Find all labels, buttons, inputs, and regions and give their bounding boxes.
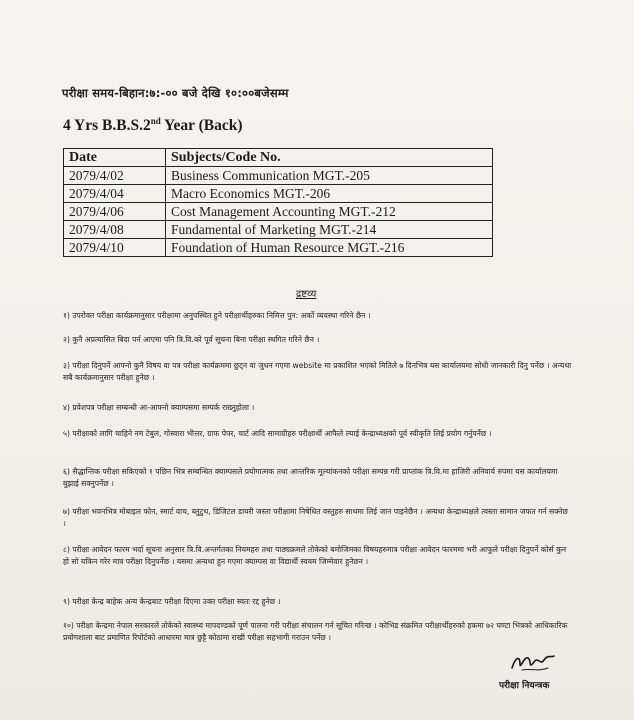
program-title-sup: nd xyxy=(150,116,161,126)
table-header-row xyxy=(64,149,493,167)
table-row xyxy=(64,203,493,221)
signatory-title: परीक्षा नियन्त्रक xyxy=(499,681,550,691)
row-subject: Macro Economics MGT.-206 xyxy=(166,185,493,203)
table-row xyxy=(64,167,493,185)
column-header-subject: Subjects/Code No. xyxy=(166,149,493,167)
notice-item: ८) परीक्षा आवेदन फारम भर्दा सूचना अनुसार त्रि.वि.अन्तर्गतका नियमहरु तथा पाठ्यक्रमले तोकेको बमोजिमका विषयहरुमात्र परीक्षा आवेदन फारममा भरी आफूले परीक्षा दिनुपर्ने कोर्स कुन हो सो यकिन गरेर मात्र परीक्षा दिनुपर्नेछ । यसमा अन्यथा हुन गएमा क्याम्पस वा विद्यार्थी स्वयम जिम्मेवार हुनेछन । xyxy=(63,545,567,566)
notice-item: २) कुनै अप्रत्यासित बिदा पर्न आएमा पनि त्रि.वि.को पूर्व सूचना बिना परीक्षा स्थगित गरिने छैन । xyxy=(63,335,320,344)
table-row xyxy=(64,239,493,257)
row-date: 2079/4/08 xyxy=(64,221,166,239)
exam-time-line: परीक्षा समय-बिहान:७:-०० बजे देखि १०:००बजेसम्म xyxy=(62,86,289,100)
notice-item: ७) परीक्षा भवनभित्र मोबाइल फोन, स्मार्ट वाच, ब्लुटुथ, डिजिटल डायरी जस्ता परीक्षामा निषेधित वस्तुहरु साथमा लिई जान पाइनेछैन । अन्यथा केन्द्राध्यक्षले त्यस्ता सामान जफत गर्न सक्नेछ । xyxy=(63,507,568,528)
row-subject: Business Communication MGT.-205 xyxy=(166,167,493,185)
row-subject: Cost Management Accounting MGT.-212 xyxy=(166,203,493,221)
row-subject: Foundation of Human Resource MGT.-216 xyxy=(166,239,493,257)
row-date: 2079/4/06 xyxy=(64,203,166,221)
notice-item: ५) परीक्षाको लागि चाहिने नम टेबुल, गोस्वारा भीत्तर, ग्राफ पेपर, चार्ट आदि सामाग्रीहरु परीक्षार्थी आफैले ल्याई केन्द्राध्यक्षको पूर्व स्वीकृति लिई प्रयोग गर्नुपर्नेछ । xyxy=(63,429,492,438)
notice-item: ३) परीक्षा दिनुपर्ने आफ्नो कुनै विषय वा पत्र परीक्षा कार्यक्रममा छुट्न वा जुधन गएमा website मा प्रकाशित भएको मितिले ७ दिनभित्र यस कार्यालयमा सोधी जानकारी दिनु पर्नेछ । अन्यथा सबै कार्यक्रमानुसार परीक्षा हुनेछ । xyxy=(63,361,572,382)
table-row xyxy=(64,221,493,239)
notice-item: १) उपरोक्त परीक्षा कार्यक्रमानुसार परीक्षामा अनुपस्थित हुने परीक्षार्थीहरुका निमित्त पुन: अर्को व्यवस्था गरिने छैन । xyxy=(63,311,371,320)
row-date: 2079/4/02 xyxy=(64,167,166,185)
program-title-rest: Year (Back) xyxy=(160,117,243,135)
table-row xyxy=(64,185,493,203)
handwritten-signature xyxy=(508,650,558,676)
notice-item: ६) सैद्धान्तिक परीक्षा सकिएको १ पछिन भित्र सम्बन्धित क्याम्पसले प्रयोगात्मक तथा आन्तरिक मूल्यांकनको परीक्षा सम्पन्न गरी प्राप्तांक त्रि.वि.मा हाजिरी अनिवार्य रुपमा यस कार्यालयमा बुझाई सक्नुपर्नेछ । xyxy=(63,467,558,488)
row-subject: Fundamental of Marketing MGT.-214 xyxy=(166,221,493,239)
notice-item: ४) प्रवेशपत्र परीक्षा सम्बन्धी आ-आफ्नो क्याम्पसमा सम्पर्क राख्नुहोला । xyxy=(63,403,255,412)
exam-schedule-table xyxy=(63,148,493,257)
program-title xyxy=(63,116,243,135)
notice-heading: द्रष्टव्य xyxy=(296,289,317,300)
notice-item: ९) परीक्षा केन्द्र बाहेक अन्य केन्द्रबाट परीक्षा दिएमा उक्त परीक्षा स्वतः रद्द हुनेछ । xyxy=(63,597,281,606)
notice-item: १०) परीक्षा केन्द्रमा नेपाल सरकारले तोकेको स्वास्थ्य मापदण्डको पूर्ण पालना गरी परीक्षा संचालन गर्न सूचित गरिन्छ । कोभिड संक्रमित परीक्षार्थीहरुको हकमा ७२ घण्टा भित्रको आधिकारिक प्रयोगशाला बाट प्रमाणित रिपोर्टको आधारमा मात्र छुट्टै कोठामा राखी परीक्षा सहभागी गराउन पर्नेछ । xyxy=(63,621,568,642)
column-header-date: Date xyxy=(64,149,166,167)
row-date: 2079/4/10 xyxy=(64,239,166,257)
row-date: 2079/4/04 xyxy=(64,185,166,203)
program-title-main: 4 Yrs B.B.S.2 xyxy=(63,117,151,135)
